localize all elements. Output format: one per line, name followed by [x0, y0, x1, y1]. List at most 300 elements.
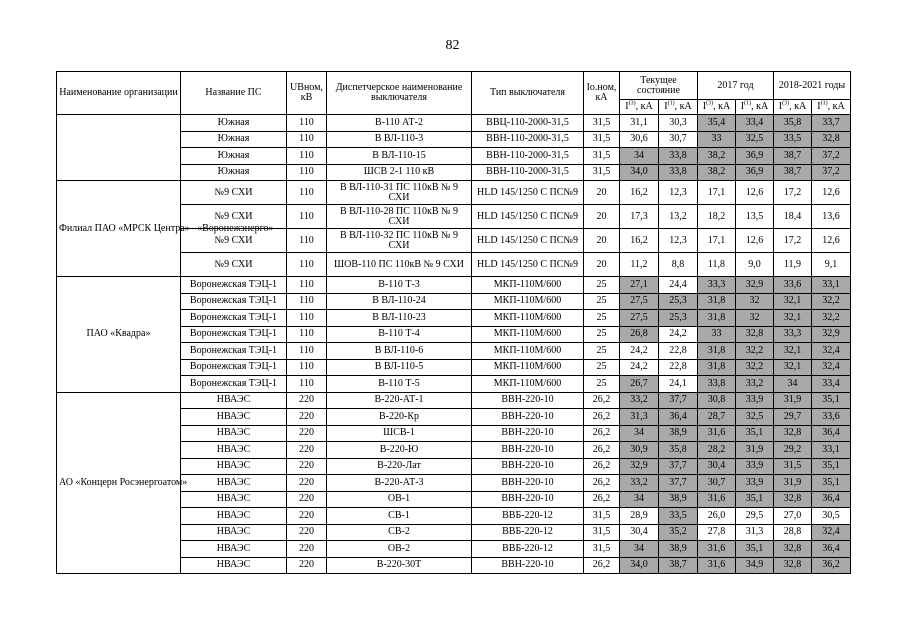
fault-current-cell: 13,5: [736, 205, 774, 229]
fault-current-cell: 38,2: [698, 148, 736, 165]
fault-current-cell: 36,4: [812, 491, 851, 508]
voltage-cell: 220: [287, 541, 327, 558]
breaker-name-cell: ОВ-1: [327, 491, 472, 508]
fault-current-cell: 29,2: [774, 442, 812, 459]
header-2017: 2017 год: [698, 72, 774, 100]
fault-current-cell: 38,2: [698, 164, 736, 181]
fault-current-cell: 32,4: [812, 343, 851, 360]
table-row: [57, 277, 851, 294]
voltage-cell: 110: [287, 181, 327, 205]
substation-cell: Южная: [181, 115, 287, 132]
fault-current-cell: 12,6: [812, 181, 851, 205]
fault-current-cell: 32: [736, 310, 774, 327]
fault-current-cell: 33,9: [736, 458, 774, 475]
fault-current-cell: 26,8: [620, 326, 659, 343]
fault-current-cell: 28,2: [698, 442, 736, 459]
fault-current-cell: 38,9: [659, 425, 698, 442]
voltage-cell: 110: [287, 115, 327, 132]
header-u-nom: UВном, кВ: [287, 72, 327, 115]
substation-cell: №9 СХИ: [181, 253, 287, 277]
breaker-name-cell: В-220-Лат: [327, 458, 472, 475]
fault-current-cell: 32,8: [774, 541, 812, 558]
fault-current-cell: 30,5: [812, 508, 851, 525]
breaker-type-cell: МКП-110М/600: [472, 343, 584, 360]
breaker-type-cell: МКП-110М/600: [472, 277, 584, 294]
fault-current-cell: 26,0: [698, 508, 736, 525]
breaker-type-cell: ВВН-220-10: [472, 442, 584, 459]
fault-current-cell: 34,0: [620, 164, 659, 181]
fault-current-cell: 16,2: [620, 229, 659, 253]
fault-current-cell: 33,8: [659, 148, 698, 165]
fault-current-cell: 11,8: [698, 253, 736, 277]
fault-current-cell: 30,7: [659, 131, 698, 148]
breaker-type-cell: HLD 145/1250 C ПС№9: [472, 181, 584, 205]
fault-current-cell: 30,3: [659, 115, 698, 132]
fault-current-cell: 31,6: [698, 425, 736, 442]
fault-current-cell: 24,2: [659, 326, 698, 343]
rated-current-cell: 31,5: [584, 164, 620, 181]
fault-current-cell: 24,2: [620, 343, 659, 360]
fault-current-cell: 34: [620, 541, 659, 558]
rated-current-cell: 25: [584, 359, 620, 376]
fault-current-cell: 35,1: [812, 475, 851, 492]
fault-current-cell: 33,8: [659, 164, 698, 181]
fault-current-cell: 33,3: [774, 326, 812, 343]
rated-current-cell: 26,2: [584, 475, 620, 492]
fault-current-cell: 32,4: [812, 359, 851, 376]
fault-current-cell: 31,8: [698, 310, 736, 327]
breaker-type-cell: ВВБ-220-12: [472, 524, 584, 541]
fault-current-cell: 17,3: [620, 205, 659, 229]
fault-current-cell: 31,3: [736, 524, 774, 541]
breaker-table: [56, 71, 851, 574]
voltage-cell: 220: [287, 409, 327, 426]
rated-current-cell: 25: [584, 310, 620, 327]
fault-current-cell: 33,2: [620, 475, 659, 492]
fault-current-cell: 27,5: [620, 310, 659, 327]
substation-cell: НВАЭС: [181, 458, 287, 475]
fault-current-cell: 12,3: [659, 181, 698, 205]
fault-current-cell: 9,1: [812, 253, 851, 277]
fault-current-cell: 34: [620, 491, 659, 508]
fault-current-cell: 17,2: [774, 229, 812, 253]
fault-current-cell: 33,7: [812, 115, 851, 132]
substation-cell: Южная: [181, 148, 287, 165]
fault-current-cell: 11,9: [774, 253, 812, 277]
breaker-type-cell: HLD 145/1250 C ПС№9: [472, 205, 584, 229]
fault-current-cell: 31,5: [774, 458, 812, 475]
fault-current-cell: 35,1: [736, 425, 774, 442]
fault-current-cell: 37,7: [659, 475, 698, 492]
fault-current-cell: 38,9: [659, 541, 698, 558]
rated-current-cell: 26,2: [584, 392, 620, 409]
substation-cell: Воронежская ТЭЦ-1: [181, 359, 287, 376]
rated-current-cell: 31,5: [584, 131, 620, 148]
subheader-current: $I^{(1)}$, кА: [736, 100, 774, 115]
fault-current-cell: 37,2: [812, 148, 851, 165]
fault-current-cell: 30,8: [698, 392, 736, 409]
fault-current-cell: 22,8: [659, 343, 698, 360]
voltage-cell: 220: [287, 425, 327, 442]
voltage-cell: 110: [287, 326, 327, 343]
fault-current-cell: 35,8: [774, 115, 812, 132]
substation-cell: №9 СХИ: [181, 205, 287, 229]
substation-cell: №9 СХИ: [181, 181, 287, 205]
fault-current-cell: 32,1: [774, 359, 812, 376]
fault-current-cell: 30,7: [698, 475, 736, 492]
fault-current-cell: 35,1: [736, 541, 774, 558]
breaker-name-cell: ОВ-2: [327, 541, 472, 558]
fault-current-cell: 28,7: [698, 409, 736, 426]
breaker-type-cell: ВВН-110-2000-31,5: [472, 148, 584, 165]
breaker-type-cell: МКП-110М/600: [472, 359, 584, 376]
fault-current-cell: 33,8: [698, 376, 736, 393]
fault-current-cell: 33,5: [659, 508, 698, 525]
fault-current-cell: 33,2: [736, 376, 774, 393]
table-row: [57, 181, 851, 205]
fault-current-cell: 31,1: [620, 115, 659, 132]
fault-current-cell: 32,5: [736, 131, 774, 148]
breaker-type-cell: ВВБ-220-12: [472, 541, 584, 558]
fault-current-cell: 33,9: [736, 392, 774, 409]
rated-current-cell: 25: [584, 277, 620, 294]
fault-current-cell: 33,9: [736, 475, 774, 492]
breaker-name-cell: ШОВ-110 ПС 110кВ № 9 СХИ: [327, 253, 472, 277]
rated-current-cell: 26,2: [584, 557, 620, 574]
voltage-cell: 110: [287, 253, 327, 277]
fault-current-cell: 31,9: [736, 442, 774, 459]
fault-current-cell: 27,0: [774, 508, 812, 525]
breaker-type-cell: HLD 145/1250 C ПС№9: [472, 253, 584, 277]
breaker-type-cell: ВВЦ-110-2000-31,5: [472, 115, 584, 132]
fault-current-cell: 12,6: [736, 229, 774, 253]
fault-current-cell: 22,8: [659, 359, 698, 376]
voltage-cell: 110: [287, 359, 327, 376]
fault-current-cell: 28,9: [620, 508, 659, 525]
fault-current-cell: 38,7: [659, 557, 698, 574]
substation-cell: Воронежская ТЭЦ-1: [181, 293, 287, 310]
fault-current-cell: 32,9: [812, 326, 851, 343]
breaker-type-cell: ВВБ-220-12: [472, 508, 584, 525]
fault-current-cell: 33,6: [774, 277, 812, 294]
fault-current-cell: 25,3: [659, 310, 698, 327]
breaker-name-cell: В-110 Т-3: [327, 277, 472, 294]
rated-current-cell: 25: [584, 293, 620, 310]
substation-cell: НВАЭС: [181, 541, 287, 558]
fault-current-cell: 24,1: [659, 376, 698, 393]
substation-cell: НВАЭС: [181, 425, 287, 442]
breaker-name-cell: В ВЛ-110-3: [327, 131, 472, 148]
fault-current-cell: 32,1: [774, 293, 812, 310]
fault-current-cell: 31,6: [698, 491, 736, 508]
fault-current-cell: 16,2: [620, 181, 659, 205]
fault-current-cell: 30,6: [620, 131, 659, 148]
substation-cell: НВАЭС: [181, 491, 287, 508]
breaker-type-cell: ВВН-220-10: [472, 425, 584, 442]
breaker-type-cell: HLD 145/1250 C ПС№9: [472, 229, 584, 253]
header-current-state: Текущее состояние: [620, 72, 698, 100]
breaker-name-cell: В-220-АТ-1: [327, 392, 472, 409]
fault-current-cell: 34: [620, 425, 659, 442]
subheader-current: $I^{(1)}$, кА: [812, 100, 851, 115]
fault-current-cell: 27,8: [698, 524, 736, 541]
fault-current-cell: 33,1: [812, 442, 851, 459]
fault-current-cell: 12,6: [812, 229, 851, 253]
fault-current-cell: 35,4: [698, 115, 736, 132]
voltage-cell: 110: [287, 310, 327, 327]
fault-current-cell: 29,7: [774, 409, 812, 426]
substation-cell: Воронежская ТЭЦ-1: [181, 310, 287, 327]
breaker-name-cell: В-220-Ю: [327, 442, 472, 459]
fault-current-cell: 37,2: [812, 164, 851, 181]
subheader-current: $I^{(1)}$, кА: [659, 100, 698, 115]
fault-current-cell: 33,6: [812, 409, 851, 426]
fault-current-cell: 34,0: [620, 557, 659, 574]
fault-current-cell: 30,9: [620, 442, 659, 459]
breaker-name-cell: В ВЛ-110-6: [327, 343, 472, 360]
header-disp-name: Диспетчерское наименование выключателя: [327, 72, 472, 115]
table-row: [57, 392, 851, 409]
fault-current-cell: 12,3: [659, 229, 698, 253]
fault-current-cell: 9,0: [736, 253, 774, 277]
fault-current-cell: 31,8: [698, 359, 736, 376]
breaker-type-cell: ВВН-110-2000-31,5: [472, 131, 584, 148]
substation-cell: НВАЭС: [181, 392, 287, 409]
fault-current-cell: 18,4: [774, 205, 812, 229]
header-ps: Название ПС: [181, 72, 287, 115]
fault-current-cell: 33,1: [812, 277, 851, 294]
fault-current-cell: 32,2: [812, 310, 851, 327]
breaker-type-cell: ВВН-220-10: [472, 458, 584, 475]
rated-current-cell: 20: [584, 205, 620, 229]
fault-current-cell: 33,2: [620, 392, 659, 409]
fault-current-cell: 17,1: [698, 229, 736, 253]
subheader-current: $I^{(3)}$, кА: [620, 100, 659, 115]
table-row: [57, 115, 851, 132]
rated-current-cell: 20: [584, 181, 620, 205]
breaker-name-cell: ШСВ-1: [327, 425, 472, 442]
substation-cell: №9 СХИ: [181, 229, 287, 253]
fault-current-cell: 32,8: [774, 425, 812, 442]
rated-current-cell: 25: [584, 343, 620, 360]
rated-current-cell: 26,2: [584, 425, 620, 442]
page-number: 82: [445, 38, 460, 53]
fault-current-cell: 37,7: [659, 392, 698, 409]
rated-current-cell: 26,2: [584, 409, 620, 426]
fault-current-cell: 25,3: [659, 293, 698, 310]
breaker-name-cell: В-110 Т-4: [327, 326, 472, 343]
substation-cell: Южная: [181, 164, 287, 181]
fault-current-cell: 33: [698, 131, 736, 148]
fault-current-cell: 31,8: [698, 343, 736, 360]
fault-current-cell: 30,4: [620, 524, 659, 541]
voltage-cell: 220: [287, 475, 327, 492]
rated-current-cell: 31,5: [584, 541, 620, 558]
fault-current-cell: 30,4: [698, 458, 736, 475]
fault-current-cell: 36,4: [812, 425, 851, 442]
header-breaker-type: Тип выключателя: [472, 72, 584, 115]
fault-current-cell: 36,9: [736, 164, 774, 181]
breaker-type-cell: ВВН-220-10: [472, 392, 584, 409]
fault-current-cell: 38,7: [774, 164, 812, 181]
voltage-cell: 220: [287, 524, 327, 541]
header-org: Наименование организации: [57, 72, 181, 115]
breaker-name-cell: В ВЛ-110-15: [327, 148, 472, 165]
fault-current-cell: 27,1: [620, 277, 659, 294]
voltage-cell: 220: [287, 491, 327, 508]
breaker-name-cell: В-110 АТ-2: [327, 115, 472, 132]
fault-current-cell: 12,6: [736, 181, 774, 205]
breaker-name-cell: В ВЛ-110-23: [327, 310, 472, 327]
organization-cell: Филиал ПАО «МРСК Центра»– «Воронежэнерго»: [57, 181, 181, 277]
substation-cell: Воронежская ТЭЦ-1: [181, 277, 287, 294]
breaker-name-cell: В ВЛ-110-28 ПС 110кВ № 9 СХИ: [327, 205, 472, 229]
organization-cell: ПАО «Квадра»: [57, 277, 181, 393]
breaker-type-cell: МКП-110М/600: [472, 326, 584, 343]
fault-current-cell: 35,1: [812, 458, 851, 475]
fault-current-cell: 32,8: [812, 131, 851, 148]
rated-current-cell: 31,5: [584, 508, 620, 525]
substation-cell: НВАЭС: [181, 557, 287, 574]
voltage-cell: 220: [287, 458, 327, 475]
substation-cell: НВАЭС: [181, 442, 287, 459]
breaker-type-cell: ВВН-110-2000-31,5: [472, 164, 584, 181]
rated-current-cell: 25: [584, 376, 620, 393]
fault-current-cell: 31,9: [774, 392, 812, 409]
voltage-cell: 110: [287, 277, 327, 294]
voltage-cell: 220: [287, 392, 327, 409]
fault-current-cell: 32,2: [812, 293, 851, 310]
voltage-cell: 220: [287, 557, 327, 574]
breaker-name-cell: СВ-1: [327, 508, 472, 525]
fault-current-cell: 33: [698, 326, 736, 343]
fault-current-cell: 34: [620, 148, 659, 165]
voltage-cell: 110: [287, 205, 327, 229]
fault-current-cell: 13,6: [812, 205, 851, 229]
voltage-cell: 110: [287, 164, 327, 181]
breaker-type-cell: ВВН-220-10: [472, 557, 584, 574]
substation-cell: Воронежская ТЭЦ-1: [181, 326, 287, 343]
rated-current-cell: 31,5: [584, 148, 620, 165]
fault-current-cell: 24,4: [659, 277, 698, 294]
fault-current-cell: 11,2: [620, 253, 659, 277]
fault-current-cell: 32,4: [812, 524, 851, 541]
rated-current-cell: 26,2: [584, 491, 620, 508]
fault-current-cell: 18,2: [698, 205, 736, 229]
fault-current-cell: 32,2: [736, 359, 774, 376]
fault-current-cell: 38,9: [659, 491, 698, 508]
fault-current-cell: 37,7: [659, 458, 698, 475]
rated-current-cell: 20: [584, 253, 620, 277]
rated-current-cell: 26,2: [584, 442, 620, 459]
fault-current-cell: 32,1: [774, 343, 812, 360]
breaker-name-cell: В-220-Кр: [327, 409, 472, 426]
fault-current-cell: 31,8: [698, 293, 736, 310]
voltage-cell: 110: [287, 376, 327, 393]
fault-current-cell: 26,7: [620, 376, 659, 393]
fault-current-cell: 34: [774, 376, 812, 393]
fault-current-cell: 17,1: [698, 181, 736, 205]
breaker-name-cell: В ВЛ-110-5: [327, 359, 472, 376]
fault-current-cell: 31,6: [698, 557, 736, 574]
fault-current-cell: 36,9: [736, 148, 774, 165]
fault-current-cell: 36,2: [812, 557, 851, 574]
breaker-type-cell: МКП-110М/600: [472, 376, 584, 393]
fault-current-cell: 33,4: [736, 115, 774, 132]
substation-cell: НВАЭС: [181, 508, 287, 525]
fault-current-cell: 35,2: [659, 524, 698, 541]
fault-current-cell: 24,2: [620, 359, 659, 376]
fault-current-cell: 32,5: [736, 409, 774, 426]
substation-cell: Южная: [181, 131, 287, 148]
fault-current-cell: 32,9: [620, 458, 659, 475]
breaker-type-cell: ВВН-220-10: [472, 491, 584, 508]
breaker-name-cell: В-110 Т-5: [327, 376, 472, 393]
rated-current-cell: 20: [584, 229, 620, 253]
header-2018-2021: 2018-2021 годы: [774, 72, 851, 100]
breaker-name-cell: В ВЛ-110-31 ПС 110кВ № 9 СХИ: [327, 181, 472, 205]
substation-cell: НВАЭС: [181, 524, 287, 541]
breaker-type-cell: ВВН-220-10: [472, 475, 584, 492]
fault-current-cell: 32,1: [774, 310, 812, 327]
breaker-name-cell: В-220-АТ-3: [327, 475, 472, 492]
fault-current-cell: 27,5: [620, 293, 659, 310]
fault-current-cell: 33,3: [698, 277, 736, 294]
subheader-current: $I^{(3)}$, кА: [698, 100, 736, 115]
breaker-type-cell: ВВН-220-10: [472, 409, 584, 426]
rated-current-cell: 26,2: [584, 458, 620, 475]
fault-current-cell: 33,5: [774, 131, 812, 148]
breaker-type-cell: МКП-110М/600: [472, 310, 584, 327]
fault-current-cell: 32,9: [736, 277, 774, 294]
voltage-cell: 110: [287, 343, 327, 360]
fault-current-cell: 29,5: [736, 508, 774, 525]
fault-current-cell: 28,8: [774, 524, 812, 541]
breaker-type-cell: МКП-110М/600: [472, 293, 584, 310]
voltage-cell: 220: [287, 508, 327, 525]
substation-cell: Воронежская ТЭЦ-1: [181, 343, 287, 360]
breaker-name-cell: СВ-2: [327, 524, 472, 541]
substation-cell: НВАЭС: [181, 409, 287, 426]
rated-current-cell: 31,5: [584, 115, 620, 132]
fault-current-cell: 35,1: [812, 392, 851, 409]
voltage-cell: 110: [287, 131, 327, 148]
breaker-name-cell: В ВЛ-110-32 ПС 110кВ № 9 СХИ: [327, 229, 472, 253]
fault-current-cell: 32,8: [774, 491, 812, 508]
substation-cell: Воронежская ТЭЦ-1: [181, 376, 287, 393]
breaker-name-cell: В ВЛ-110-24: [327, 293, 472, 310]
subheader-current: $I^{(3)}$, кА: [774, 100, 812, 115]
voltage-cell: 110: [287, 293, 327, 310]
fault-current-cell: 36,4: [659, 409, 698, 426]
fault-current-cell: 35,1: [736, 491, 774, 508]
rated-current-cell: 31,5: [584, 524, 620, 541]
breaker-name-cell: В-220-30Т: [327, 557, 472, 574]
breaker-name-cell: ШСВ 2-1 110 кВ: [327, 164, 472, 181]
fault-current-cell: 32: [736, 293, 774, 310]
voltage-cell: 220: [287, 442, 327, 459]
fault-current-cell: 31,3: [620, 409, 659, 426]
fault-current-cell: 32,8: [774, 557, 812, 574]
fault-current-cell: 33,4: [812, 376, 851, 393]
fault-current-cell: 31,9: [774, 475, 812, 492]
fault-current-cell: 8,8: [659, 253, 698, 277]
fault-current-cell: 36,4: [812, 541, 851, 558]
substation-cell: НВАЭС: [181, 475, 287, 492]
rated-current-cell: 25: [584, 326, 620, 343]
voltage-cell: 110: [287, 148, 327, 165]
organization-cell: АО «Концерн Росэнергоатом»: [57, 392, 181, 574]
